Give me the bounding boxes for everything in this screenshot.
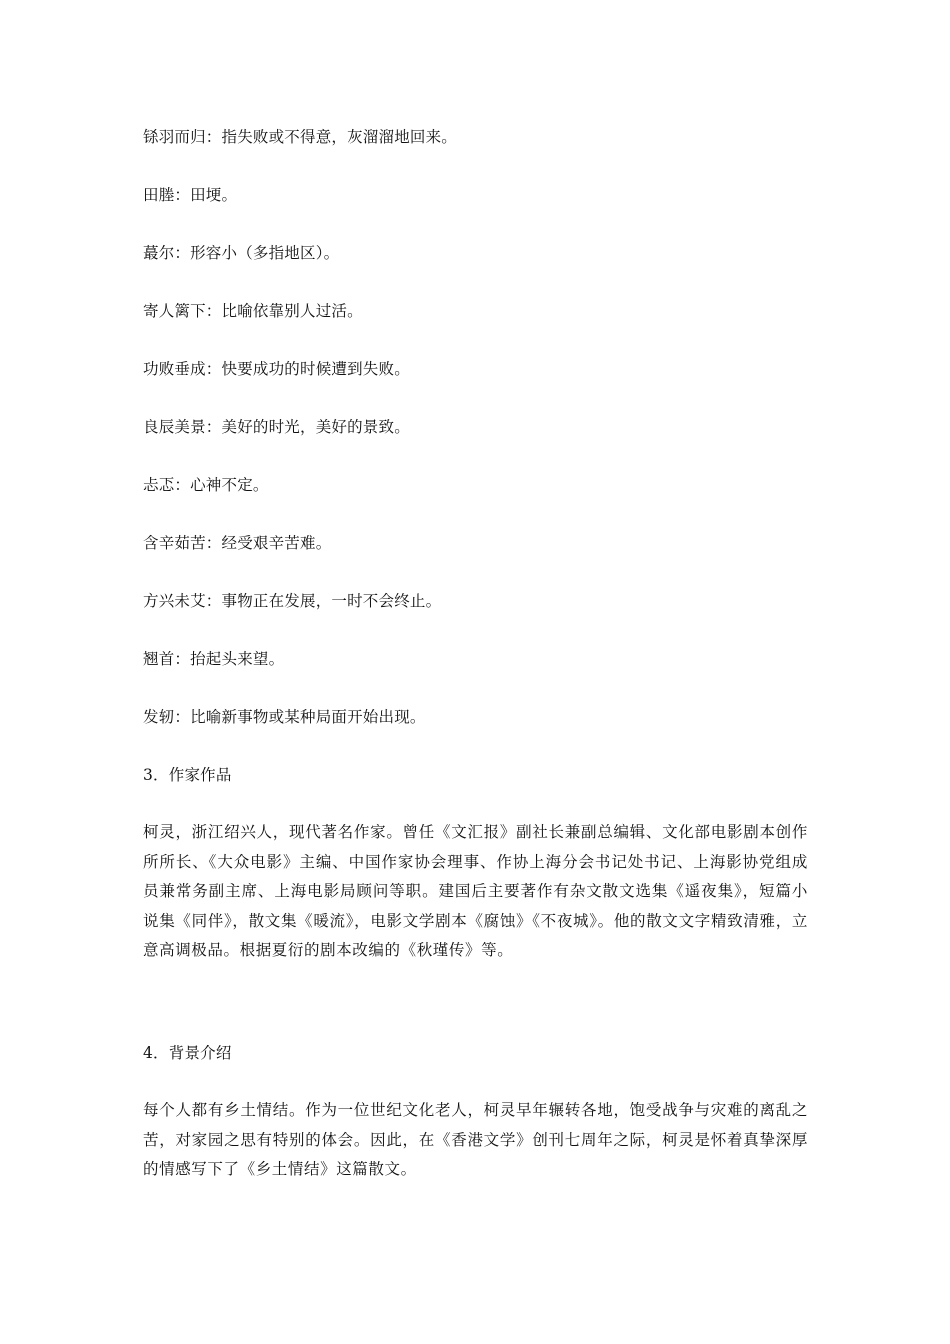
definition-3: 蕞尔：形容小（多指地区）。 <box>143 244 340 262</box>
definition-1: 铩羽而归：指失败或不得意，灰溜溜地回来。 <box>143 128 458 146</box>
section-heading-background: 4．背景介绍 <box>143 1044 232 1062</box>
author-paragraph: 柯灵，浙江绍兴人，现代著名作家。曾任《文汇报》副社长兼副总编辑、文化部电影剧本创作所所长、《大众电影》主编、中国作家协会理事、作协上海分会书记处书记、上海影协党组成员兼常务副主席、上海电影局顾问等职。建国后主要著作有杂文散文选集《遥夜集》，短篇小说集《同伴》，散文集《暖流》，电影文学剧本《腐蚀》《不夜城》。他的散文文字精致清雅，立意高调极品。根据夏衍的剧本改编的《秋瑾传》等。 <box>143 823 808 960</box>
definition-9: 方兴未艾：事物正在发展，一时不会终止。 <box>143 592 442 610</box>
section-heading-author: 3．作家作品 <box>143 766 232 784</box>
definition-11: 发轫：比喻新事物或某种局面开始出现。 <box>143 708 426 726</box>
definition-6: 良辰美景：美好的时光，美好的景致。 <box>143 418 410 436</box>
definition-5: 功败垂成：快要成功的时候遭到失败。 <box>143 360 410 378</box>
background-paragraph: 每个人都有乡土情结。作为一位世纪文化老人，柯灵早年辗转各地，饱受战争与灾难的离乱之苦，对家园之思有特别的体会。因此，在《香港文学》创刊七周年之际，柯灵是怀着真挚深厚的情感写下了《乡土情结》这篇散文。 <box>143 1101 808 1179</box>
definition-8: 含辛茹苦：经受艰辛苦难。 <box>143 534 332 552</box>
definition-2: 田塍：田埂。 <box>143 186 238 204</box>
definition-10: 翘首：抬起头来望。 <box>143 650 285 668</box>
definition-7: 忐忑：心神不定。 <box>143 476 269 494</box>
definition-4: 寄人篱下：比喻依靠别人过活。 <box>143 302 363 320</box>
